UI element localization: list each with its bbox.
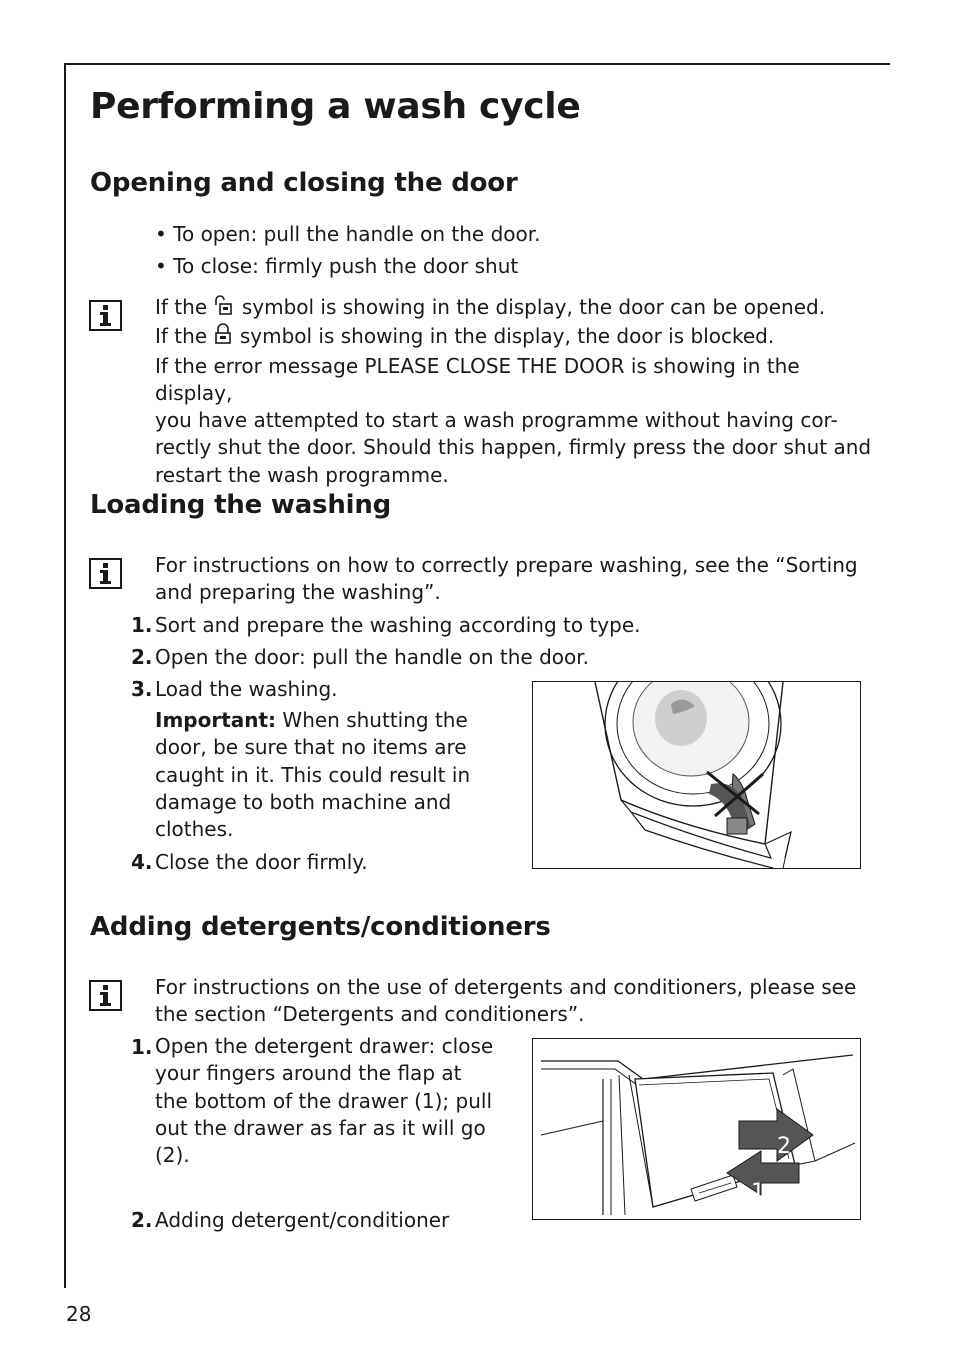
loading-step-4: 4. Close the door firmly. — [131, 850, 368, 874]
info-icon — [89, 300, 122, 331]
detergents-step-2: 2. Adding detergent/conditioner — [131, 1208, 450, 1232]
locked-door-icon — [213, 323, 233, 352]
heading-opening-closing-door: Opening and closing the door — [90, 168, 518, 198]
page-title: Performing a wash cycle — [90, 86, 581, 127]
heading-loading-washing: Loading the washing — [90, 490, 392, 520]
page-frame-left — [64, 63, 66, 1288]
page-frame-top — [64, 63, 890, 65]
unlocked-door-icon — [213, 294, 235, 323]
arrow-label-1: 1 — [751, 1180, 765, 1205]
info-icon — [89, 558, 122, 589]
page-number: 28 — [66, 1302, 92, 1326]
info-icon — [89, 980, 122, 1011]
important-note: Important: When shutting the door, be sure that no items are caught in it. This could result in damage to both machine and clothes. — [155, 708, 471, 842]
drawer-illustration — [532, 1038, 861, 1220]
heading-adding-detergents: Adding detergents/conditioners — [90, 912, 551, 942]
loading-note: For instructions on how to correctly prepare washing, see the “Sorting and preparing the washing”. — [155, 553, 858, 605]
detergents-step-1: 1. — [131, 1035, 153, 1059]
door-illustration — [532, 681, 861, 869]
bullet-close: • To close: firmly push the door shut — [155, 254, 519, 278]
detergents-note: For instructions on the use of detergents and conditioners, please see the section “Detergents and conditioners”. — [155, 975, 857, 1027]
loading-step-2: 2. Open the door: pull the handle on the door. — [131, 645, 589, 669]
door-note: If the symbol is showing in the display, the door can be opened. If the symbol is showing in the display, the door is blocked. If the error message PLEASE CLOSE THE DOOR is showing in the display, you have attempted to start a wash programme without having cor- rectly shut the door. Should this happen, firmly press the door shut and restart the wash programme. — [155, 295, 872, 487]
arrow-label-2: 2 — [777, 1134, 791, 1159]
detergents-step-1-text: Open the detergent drawer: close your fingers around the flap at the bottom of the drawer (1); pull out the drawer as far as it will go (2). — [155, 1034, 494, 1168]
bullet-open: • To open: pull the handle on the door. — [155, 222, 541, 246]
loading-step-3: 3. Load the washing. — [131, 677, 338, 701]
loading-step-1: 1. Sort and prepare the washing according to type. — [131, 613, 641, 637]
